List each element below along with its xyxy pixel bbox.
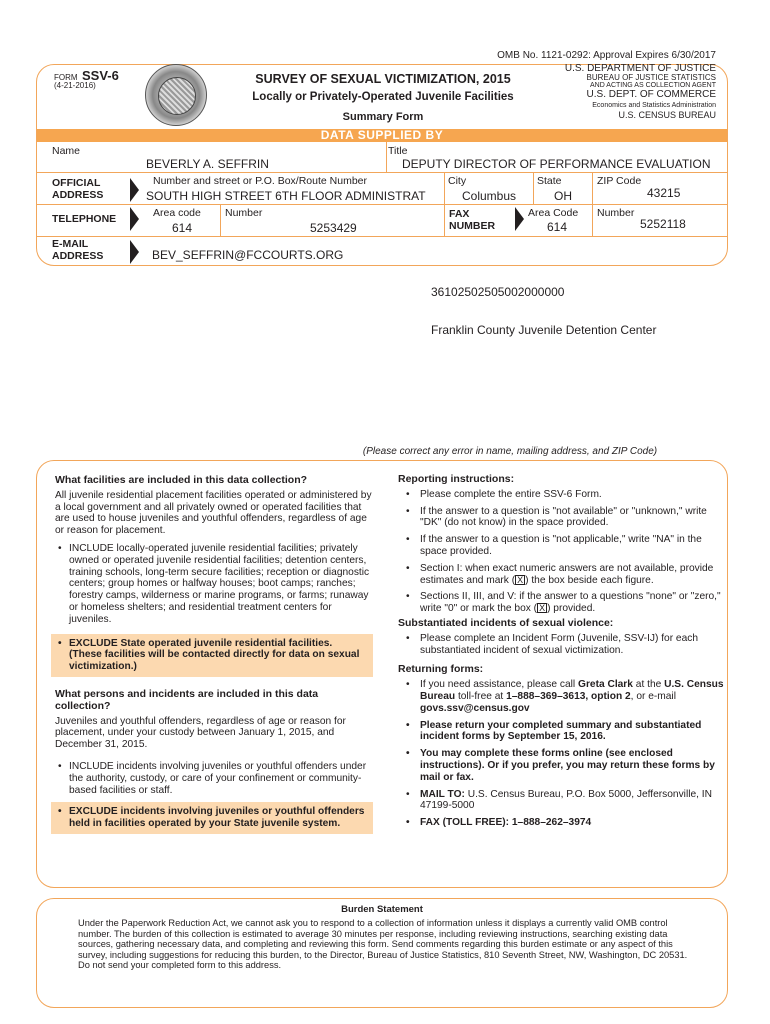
returning-heading: Returning forms: (398, 663, 484, 676)
persons-heading: What persons and incidents are included in this data collection? (55, 687, 319, 712)
burden-title: Burden Statement (341, 904, 423, 915)
area-code-label: Area code (153, 207, 201, 219)
fax-area-field[interactable]: 614 (547, 220, 568, 234)
left-column (55, 475, 373, 842)
number-label: Number (225, 207, 263, 219)
form-date: (4-21-2016) (54, 81, 96, 90)
agency-line1: U.S. DEPARTMENT OF JUSTICE (564, 63, 716, 74)
x-box-icon: X (517, 574, 524, 585)
survey-title: SURVEY OF SEXUAL VICTIMIZATION, 2015 (255, 72, 511, 86)
agency-line4: U.S. DEPT. OF COMMERCE (586, 89, 716, 100)
tel-number-field[interactable]: 5253429 (310, 221, 357, 235)
fax-toll-free-item: • FAX (TOLL FREE): 1–888–262–3974 (398, 817, 728, 829)
reporting-heading: Reporting instructions: (398, 473, 515, 485)
zip-label: ZIP Code (597, 175, 642, 187)
official-address-arrow-icon (130, 178, 139, 202)
exclude-incidents-highlight (51, 802, 373, 834)
fax-number-field[interactable]: 5252118 (640, 217, 686, 231)
omb-approval: OMB No. 1121-0292: Approval Expires 6/30/2017 (497, 50, 716, 61)
exclude-facilities-item: • EXCLUDE State operated juvenile residential facilities. (These facilities will be contacted directly for data on sexual victimization.) (55, 638, 367, 673)
telephone-arrow-icon (130, 207, 139, 231)
state-field[interactable]: OH (554, 189, 572, 203)
reporting-item-2: • If the answer to a question is "not available" or "unknown," write "DK" (do not know) in the space provided. (398, 506, 728, 530)
reporting-item-4: • Section I: when exact numeric answers are not available, provide estimates and mark ( X ) the box beside each figure. (398, 563, 728, 587)
data-supplied-band (37, 129, 727, 142)
facilities-text: All juvenile residential placement facilities operated or administered by a local government and all privately owned or operated facilities that are used to house juveniles and youthful offenders, regardless of age or reason for placement. (55, 489, 372, 537)
tel-area-field[interactable]: 614 (172, 221, 193, 235)
facilities-heading: What facilities are included in this data collection? (55, 474, 308, 486)
email-arrow-icon (130, 240, 139, 264)
city-field[interactable]: Columbus (462, 189, 517, 203)
facility-id: 36102502505002000000 (431, 285, 565, 299)
name-label: Name (52, 145, 81, 157)
street-label: Number and street or P.O. Box/Route Number (153, 175, 367, 187)
fax-arrow-icon (515, 207, 524, 231)
zip-field[interactable]: 43215 (647, 186, 681, 200)
reporting-item-3: • If the answer to a question is "not applicable," write "NA" in the space provided. (398, 534, 728, 558)
persons-text: Juveniles and youthful offenders, regardless of age or reason for placement, under your custody between January 1, 2015, and December 31, 2015. (55, 715, 346, 751)
agency-line5: Economics and Statistics Administration (592, 102, 716, 109)
exclude-incidents-item: • EXCLUDE incidents involving juveniles or youthful offenders held in facilities operated by your State juvenile system. (55, 806, 367, 830)
mail-to-item: • MAIL TO: U.S. Census Bureau, P.O. Box 5000, Jeffersonville, IN 47199-5000 (398, 789, 728, 813)
fax-label: FAX NUMBER (449, 208, 496, 232)
agency-line6: U.S. CENSUS BUREAU (618, 110, 716, 120)
online-item: • You may complete these forms online (see enclosed instructions). Or if you prefer, you may return these forms by mail or fax. (398, 748, 728, 783)
telephone-label: TELEPHONE (52, 213, 117, 225)
facility-name: Franklin County Juvenile Detention Center (431, 323, 657, 337)
correction-note: (Please correct any error in name, mailing address, and ZIP Code) (362, 446, 658, 457)
title-field[interactable]: DEPUTY DIRECTOR OF PERFORMANCE EVALUATION (402, 157, 711, 171)
census-email-link[interactable]: govs.ssv@census.gov (420, 702, 530, 714)
return-deadline-item: • Please return your completed summary and substantiated incident forms by September 15, 2016. (398, 720, 728, 744)
email-label: E-MAIL ADDRESS (52, 238, 104, 262)
include-facilities-item: • INCLUDE locally-operated juvenile residential facilities; privately owned or operated juvenile residential facilities; detention centers, training schools, long-term secure facilities; reception or diagnostic centers; group homes or halfway houses; boot camps; ranches; forestry camps, wilderness or marine programs, or farms; runaway or homeless shelters; and residential treatment centers for juveniles. (55, 543, 373, 626)
right-column (398, 474, 728, 834)
substantiated-heading: Substantiated incidents of sexual violence: (398, 616, 614, 629)
email-field[interactable]: BEV_SEFFRIN@FCCOURTS.ORG (152, 248, 344, 262)
agency-block (565, 64, 716, 120)
assistance-item: • If you need assistance, please call Greta Clark at the U.S. Census Bureau toll-free at 1–888–369–3613, option 2, or e-mail govs.ssv@census.gov (398, 679, 728, 714)
official-address-label: OFFICIAL ADDRESS (52, 177, 104, 201)
exclude-facilities-highlight (51, 634, 373, 677)
title-label: Title (388, 145, 408, 157)
form-prefix: FORM (54, 73, 78, 82)
form-name: Summary Form (342, 111, 424, 123)
street-field[interactable]: SOUTH HIGH STREET 6TH FLOOR ADMINISTRAT (146, 189, 426, 203)
include-incidents-item: • INCLUDE incidents involving juveniles or youthful offenders under the authority, custody, or care of your confinement or community-based facilities or staff. (55, 761, 373, 796)
fax-area-label: Area Code (528, 207, 579, 219)
agency-line2: BUREAU OF JUSTICE STATISTICS (586, 73, 716, 82)
reporting-item-1: • Please complete the entire SSV-6 Form. (398, 489, 728, 501)
burden-text: Under the Paperwork Reduction Act, we cannot ask you to respond to a collection of information unless it displays a currently valid OMB control number. The burden of this collection is estimated to average 30 minutes per response, including reviewing instructions, searching existing data sources, gathering necessary data, and completing and reviewing this form. Send comments regarding this burden estimate or any aspect of this survey, including suggestions for reducing this burden, to the Director, Bureau of Justice Statistics, 810 Seventh Street, NW, Washington, DC 20531. Do not send your completed form to this address. (78, 918, 688, 971)
x-box-icon: X (539, 603, 546, 614)
fax-number-label: Number (597, 207, 635, 219)
substantiated-item: • Please complete an Incident Form (Juvenile, SSV-IJ) for each substantiated incident of sexual victimization. (398, 633, 728, 657)
data-supplied-label: DATA SUPPLIED BY (320, 128, 444, 142)
state-label: State (537, 175, 562, 187)
agency-line3: AND ACTING AS COLLECTION AGENT (589, 82, 716, 89)
survey-subtitle: Locally or Privately-Operated Juvenile Facilities (252, 91, 514, 103)
form-code: SSV-6 (82, 68, 119, 83)
reporting-item-5: • Sections II, III, and V: if the answer to a questions "none" or "zero," write "0" or mark the box ( X ) provided. (398, 591, 728, 615)
name-field[interactable]: BEVERLY A. SEFFRIN (146, 157, 269, 171)
city-label: City (448, 175, 467, 187)
doj-seal-icon (145, 64, 207, 126)
